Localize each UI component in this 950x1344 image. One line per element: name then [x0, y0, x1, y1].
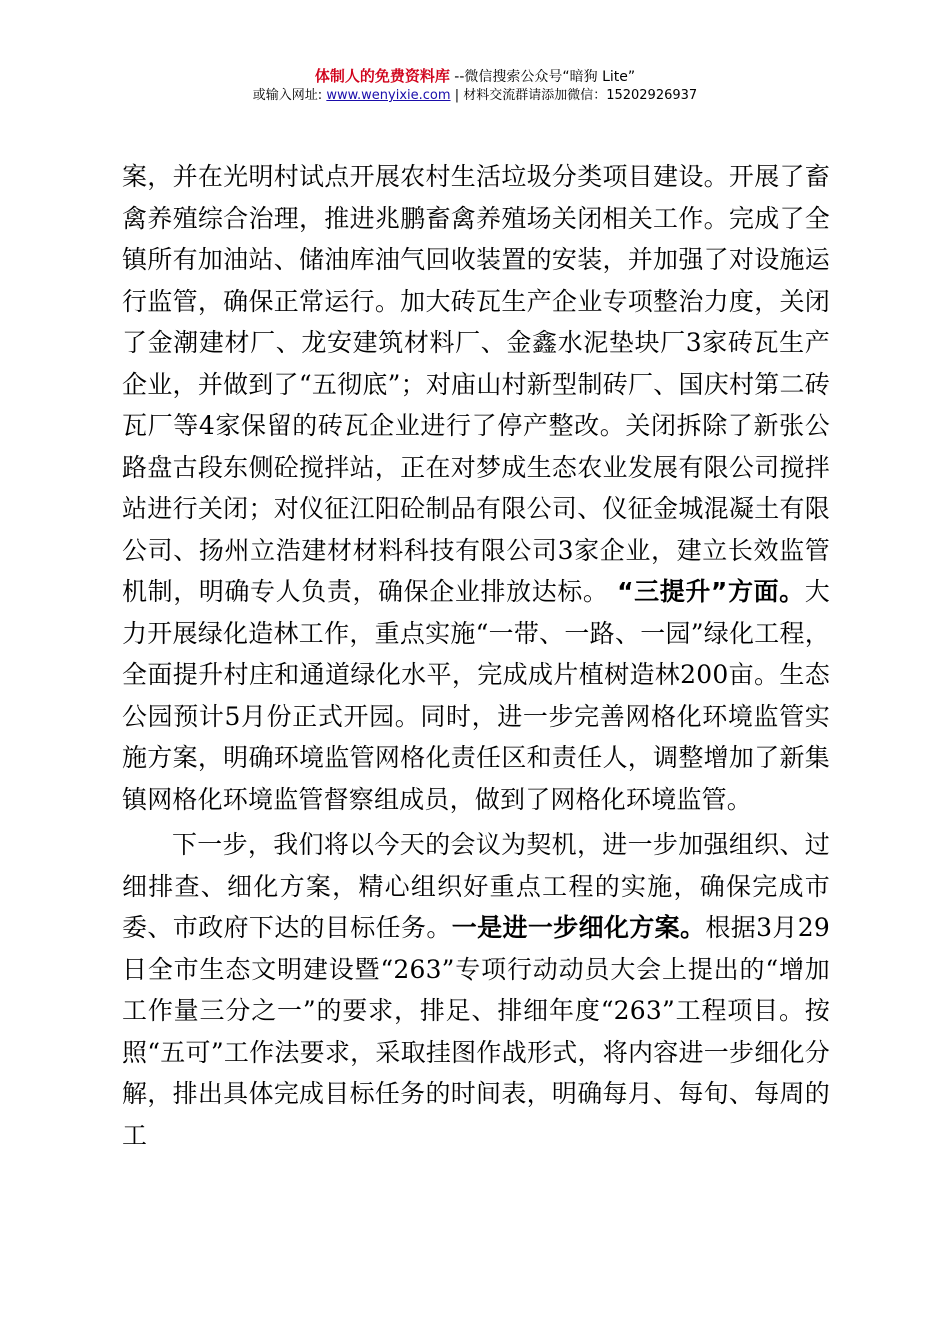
paragraph-1-bold-heading: “三提升”方面。	[617, 577, 805, 606]
page-header	[0, 66, 950, 105]
paragraph-1	[122, 156, 830, 820]
url-prefix: 或输入网址:	[252, 88, 323, 103]
paragraph-2	[122, 824, 830, 1156]
header-line-2	[0, 87, 950, 105]
website-link[interactable]: www.wenyixie.com	[326, 88, 451, 103]
contact-info: | 材料交流群请添加微信：15202926937	[454, 88, 698, 103]
document-body	[122, 156, 830, 1156]
paragraph-1-text-a: 案，并在光明村试点开展农村生活垃圾分类项目建设。开展了畜禽养殖综合治理，推进兆鹏畜禽养殖场关闭相关工作。完成了全镇所有加油站、储油库油气回收装置的安装，并加强了对设施运行监管，确保正常运行。加大砖瓦生产企业专项整治力度，关闭了金潮建材厂、龙安建筑材料厂、金鑫水泥垫块厂3家砖瓦生产企业，并做到了“五彻底”；对庙山村新型制砖厂、国庆村第二砖瓦厂等4家保留的砖瓦企业进行了停产整改。关闭拆除了新张公路盘古段东侧砼搅拌站，正在对梦成生态农业发展有限公司搅拌站进行关闭；对仪征江阳砼制品有限公司、仪征金城混凝土有限公司、扬州立浩建材材料科技有限公司3家企业，建立长效监管机制，明确专人负责，确保企业排放达标。	[122, 162, 830, 606]
header-line-1	[0, 66, 950, 87]
paragraph-1-text-b: 大力开展绿化造林工作，重点实施“一带、一路、一园”绿化工程，全面提升村庄和通道绿化水平，完成成片植树造林200亩。生态公园预计5月份正式开园。同时，进一步完善网格化环境监管实施方案，明确环境监管网格化责任区和责任人，调整增加了新集镇网格化环境监管督察组成员，做到了网格化环境监管。	[122, 577, 830, 814]
brand-title: 体制人的免费资料库	[314, 67, 450, 85]
wechat-note: --微信搜索公众号“暗狗 Lite”	[454, 69, 636, 85]
paragraph-2-bold-heading: 一是进一步细化方案。	[451, 913, 706, 942]
paragraph-2-text-a: 下一步，我们将以今天的会议为契机，进一步加强组织、过细排查、细化方案，精心组织好重点工程的实施，确保完成市委、市政府下达的目标任务。	[122, 830, 830, 942]
paragraph-2-text-b: 根据3月29日全市生态文明建设暨“263”专项行动动员大会上提出的“增加工作量三分之一”的要求，排足、排细年度“263”工程项目。按照“五可”工作法要求，采取挂图作战形式，将内容进一步细化分解，排出具体完成目标任务的时间表，明确每月、每旬、每周的工	[122, 913, 830, 1150]
